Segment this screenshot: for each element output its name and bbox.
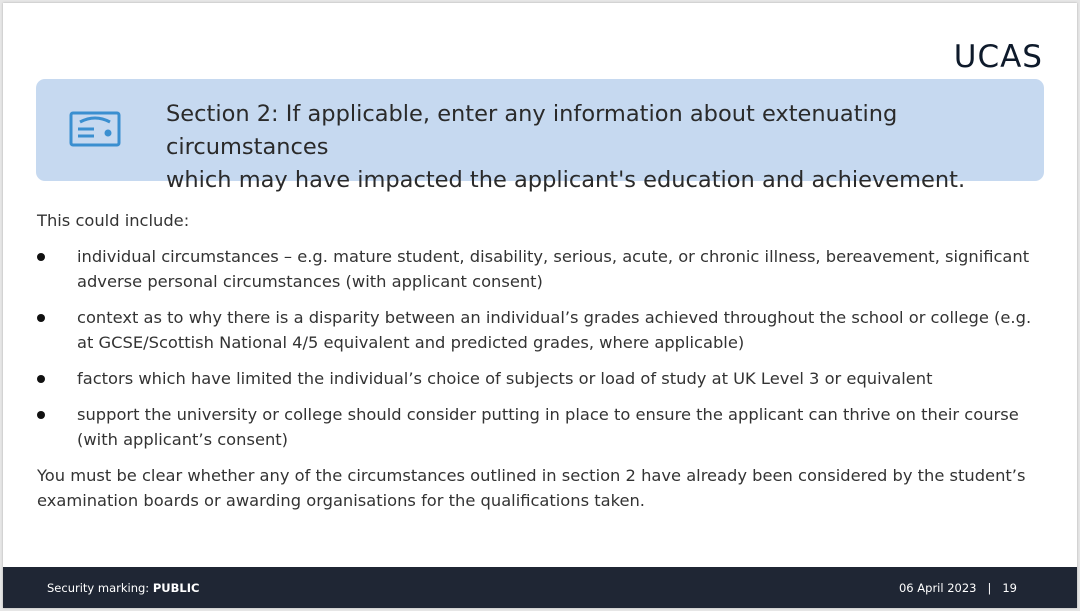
security-marking-value: PUBLIC [152, 581, 200, 595]
slide [3, 3, 1077, 608]
bullet-line-2: at GCSE/Scottish National 4/5 equivalent and predicted grades, where applicable) [77, 333, 745, 352]
footer-bar [3, 567, 1077, 608]
bullet-dot [37, 314, 45, 322]
bullet-line-1: context as to why there is a disparity between an individual’s grades achieved throughout the school or college (e.g. [77, 308, 1032, 327]
bullet-line-1: individual circumstances – e.g. mature student, disability, serious, acute, or chronic illness, bereavement, significant [77, 247, 1030, 266]
bullet-dot [37, 375, 45, 383]
bullet-line-1: support the university or college should consider putting in place to ensure the applicant can thrive on their course [77, 405, 1019, 424]
closing-line-1: You must be clear whether any of the circumstances outlined in section 2 have already been considered by the student’s [37, 466, 1026, 485]
footer-meta [899, 581, 1017, 595]
bullet-dot [37, 411, 45, 419]
page-number: 19 [1002, 581, 1017, 595]
bullet-item [37, 366, 1047, 391]
bullet-item [37, 305, 1047, 355]
bullet-line-2: adverse personal circumstances (with applicant consent) [77, 272, 543, 291]
section-heading-line-1: Section 2: If applicable, enter any information about extenuating circumstances [166, 101, 898, 160]
section-heading [166, 98, 1036, 197]
intro-text: This could include: [37, 211, 190, 230]
closing-text [37, 463, 1047, 513]
body-text [37, 208, 1047, 513]
bullet-line-1: factors which have limited the individual’s choice of subjects or load of study at UK Level 3 or equivalent [77, 369, 933, 388]
closing-line-2: examination boards or awarding organisations for the qualifications taken. [37, 491, 645, 510]
footer-separator: | [987, 581, 992, 595]
certificate-icon [69, 111, 121, 147]
footer-date: 06 April 2023 [898, 581, 977, 595]
bullet-item [37, 244, 1047, 294]
bullet-item [37, 402, 1047, 452]
bullet-list [37, 244, 1047, 452]
section-heading-line-2: which may have impacted the applicant's education and achievement. [166, 167, 966, 193]
security-marking-label: Security marking: [47, 581, 153, 595]
section-banner [36, 79, 1044, 193]
security-marking [47, 581, 199, 595]
bullet-line-2: (with applicant’s consent) [77, 430, 289, 449]
ucas-logo: UCAS [953, 39, 1043, 75]
bullet-dot [37, 253, 45, 261]
